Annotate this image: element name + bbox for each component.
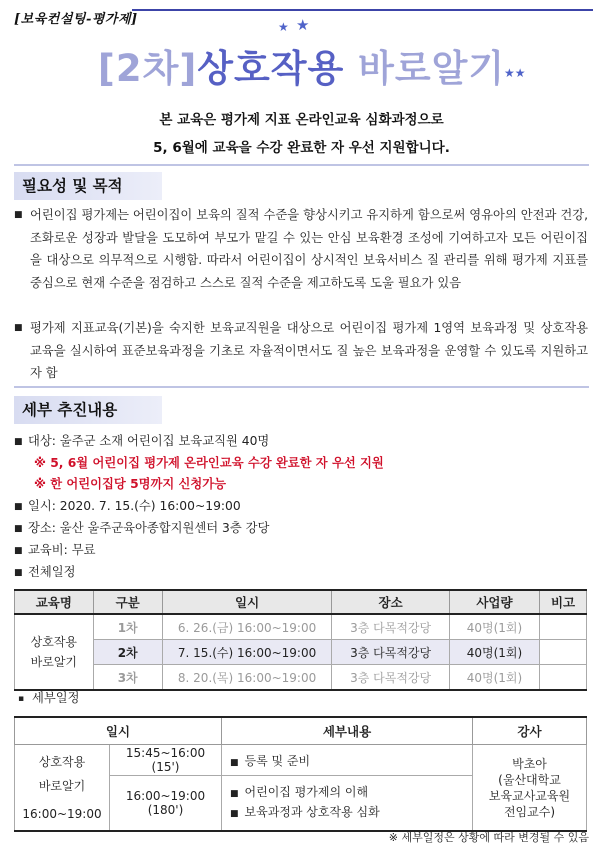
- table-row: [15, 614, 587, 640]
- col-header: 일시: [15, 717, 222, 745]
- fee-text: 교육비: 무료: [28, 543, 96, 557]
- datetime-cell: 7. 15.(수) 16:00~19:00: [162, 640, 332, 665]
- section-heading-purpose: 필요성 및 목적: [14, 172, 162, 200]
- instructor-affiliation: (울산대학교: [498, 772, 561, 787]
- instructor-title: 전임교수): [503, 804, 556, 819]
- col-header: 강사: [473, 717, 587, 745]
- note-cell: [540, 640, 587, 665]
- round-cell: 1차: [93, 614, 162, 640]
- course-name: 상호작용 바로알기: [15, 614, 94, 690]
- bullet-icon: ■: [230, 789, 239, 799]
- slot-line: [230, 803, 471, 823]
- col-header: 교육명: [15, 590, 94, 614]
- overall-schedule-table: [14, 589, 587, 691]
- divider: [14, 164, 589, 166]
- instructor-name: 박초아: [512, 756, 547, 771]
- instructor-affiliation: 보육교사교육원: [488, 788, 571, 803]
- note-cell: [540, 665, 587, 691]
- course-time: 16:00~19:00: [22, 806, 102, 821]
- col-header: 비고: [540, 590, 587, 614]
- course-line: 바로알기: [38, 778, 86, 793]
- bullet-icon: ■: [14, 524, 23, 534]
- course-cell: [15, 745, 110, 832]
- slot-item: 등록 및 준비: [244, 753, 311, 768]
- bullet-icon: ■: [14, 568, 23, 578]
- detail-place: [14, 518, 269, 539]
- slot-line: [230, 783, 471, 803]
- bullet-icon: ■: [230, 757, 239, 768]
- bullet-icon: ■: [14, 546, 23, 556]
- slot-item: 보육과정과 상호작용 심화: [244, 805, 380, 819]
- title-round: [2차]: [97, 47, 198, 90]
- datetime-cell: 6. 26.(금) 16:00~19:00: [162, 614, 332, 640]
- note-cell: [540, 614, 587, 640]
- target-text: 대상: 울주군 소재 어린이집 보육교직원 40명: [28, 434, 270, 448]
- bullet-icon: ■: [14, 210, 23, 220]
- bullet-icon: ▪: [18, 694, 25, 704]
- detail-label-text: 세부일정: [32, 691, 80, 705]
- table-row-highlighted: [15, 640, 587, 665]
- star-icon: ★: [296, 16, 310, 34]
- slot-time: 16:00~19:00 (180'): [110, 776, 222, 832]
- place-cell: 3층 다목적강당: [332, 614, 449, 640]
- priority-notice: [0, 106, 603, 162]
- datetime-cell: 8. 20.(목) 16:00~19:00: [162, 665, 332, 691]
- col-header: 세부내용: [222, 717, 473, 745]
- bullet-icon: ■: [14, 323, 23, 333]
- detail-target: [14, 431, 269, 452]
- overall-label-text: 전체일정: [28, 565, 76, 579]
- bullet-icon: ■: [14, 437, 23, 447]
- notice-line: 본 교육은 평가제 지표 온라인교육 심화과정으로: [159, 112, 444, 128]
- divider: [14, 386, 589, 388]
- overall-schedule-label: [14, 562, 76, 583]
- table-row: [15, 745, 587, 776]
- place-text: 장소: 울산 울주군육아종합지원센터 3층 강당: [28, 521, 270, 535]
- detail-fee: [14, 540, 95, 561]
- round-cell: 2차: [93, 640, 162, 665]
- notice-line: 5, 6월에 교육을 수강 완료한 자 우선 지원합니다.: [153, 140, 450, 156]
- place-cell: 3층 다목적강당: [332, 640, 449, 665]
- instructor-cell: [473, 745, 587, 832]
- course-line: 상호작용: [38, 754, 86, 769]
- page-title: [0, 38, 603, 92]
- amount-cell: 40명(1회): [449, 640, 539, 665]
- slot-item: 어린이집 평가제의 이해: [244, 785, 369, 799]
- amount-cell: 40명(1회): [449, 665, 539, 691]
- col-header: 구분: [93, 590, 162, 614]
- date-text: 일시: 2020. 7. 15.(수) 16:00~19:00: [28, 499, 241, 513]
- title-sub: 바로알기: [358, 47, 506, 90]
- detail-schedule-label: [18, 688, 80, 709]
- footer-note: ※ 세부일정은 상황에 따라 변경될 수 있음: [388, 831, 589, 844]
- bullet-icon: ■: [230, 809, 239, 819]
- purpose-item: [14, 317, 588, 385]
- priority-note: ※ 5, 6월 어린이집 평가제 온라인교육 수강 완료한 자 우선 지원: [34, 456, 384, 470]
- star-icon: ★: [278, 20, 289, 34]
- slot-content: [222, 776, 473, 832]
- table-header-row: [15, 717, 587, 745]
- amount-cell: 40명(1회): [449, 614, 539, 640]
- detail-date: [14, 496, 241, 517]
- col-header: 사업량: [449, 590, 539, 614]
- section-heading-details: 세부 추진내용: [14, 396, 162, 424]
- bullet-icon: ■: [14, 502, 23, 512]
- table-row: [15, 665, 587, 691]
- slot-time: 15:45~16:00 (15'): [110, 745, 222, 776]
- table-header-row: [15, 590, 587, 614]
- purpose-text: 어린이집 평가제는 어린이집이 보육의 질적 수준을 향상시키고 유지하게 함으로써 영유아의 안전과 건강, 조화로운 성장과 발달을 도모하여 부모가 맡길 수 있는 안심 보육환경 조성에 기여하고자 모든 어린이집을 대상으로 의무적으로 시행함. 따라서 어린이집이 상시적인 보육서비스 질 관리를 위해 평가제 지표를 중심으로 현재 수준을 점검하고 스스로 질적 수준을 제고하도록 도울 필요가 있음: [30, 208, 588, 290]
- limit-note: ※ 한 어린이집당 5명까지 신청가능: [34, 477, 227, 491]
- category-tag: [보육컨설팅-평가제]: [14, 12, 138, 27]
- slot-content: [222, 745, 473, 776]
- title-main: 상호작용: [197, 47, 359, 90]
- col-header: 장소: [332, 590, 449, 614]
- purpose-item: [14, 204, 588, 294]
- col-header: 일시: [162, 590, 332, 614]
- header-rule: [132, 9, 593, 11]
- detail-schedule-table: [14, 716, 587, 832]
- round-cell: 3차: [93, 665, 162, 691]
- stars-icon: ★★: [504, 66, 526, 80]
- place-cell: 3층 다목적강당: [332, 665, 449, 691]
- purpose-text: 평가제 지표교육(기본)을 숙지한 보육교직원을 대상으로 어린이집 평가제 1영역 보육과정 및 상호작용 교육을 실시하여 표준보육과정을 기초로 자율적이면서도 질 높은 보육과정을 운영할 수 있도록 지원하고자 함: [30, 321, 588, 381]
